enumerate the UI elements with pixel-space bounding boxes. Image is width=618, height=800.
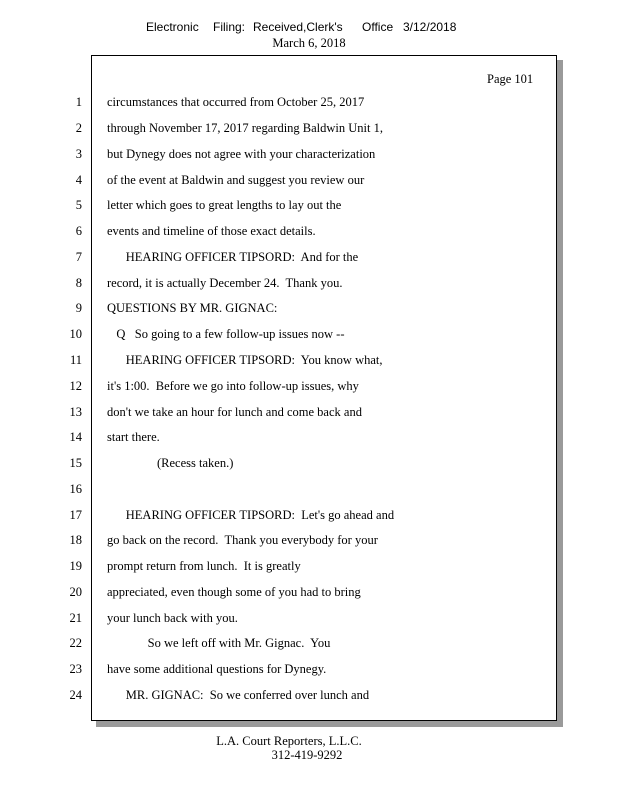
line-number: 12 xyxy=(69,379,82,393)
line-number: 21 xyxy=(69,611,82,625)
line-number: 10 xyxy=(69,327,82,341)
line-text: go back on the record. Thank you everybody for your xyxy=(107,533,378,547)
line-text: letter which goes to great lengths to lay out the xyxy=(107,198,342,212)
line-text: MR. GIGNAC: So we conferred over lunch and xyxy=(107,688,370,702)
line-number: 9 xyxy=(75,301,82,315)
footer-phone: 312-419-9292 xyxy=(271,748,343,762)
line-number: 6 xyxy=(75,224,82,238)
line-text: prompt return from lunch. It is greatly xyxy=(107,559,301,573)
line-text: have some additional questions for Dynegy. xyxy=(107,662,327,676)
line-text: but Dynegy does not agree with your characterization xyxy=(107,147,376,161)
line-number: 11 xyxy=(69,353,82,367)
line-number: 14 xyxy=(69,430,82,444)
stamp-electronic: Electronic xyxy=(146,20,199,34)
line-number: 24 xyxy=(69,688,82,702)
line-number: 15 xyxy=(69,456,82,470)
page-number: Page 101 xyxy=(487,72,534,86)
line-text: start there. xyxy=(107,430,160,444)
line-number: 8 xyxy=(75,276,82,290)
line-text: appreciated, even though some of you had to bring xyxy=(107,585,361,599)
line-number: 17 xyxy=(69,508,82,522)
line-number: 18 xyxy=(69,533,82,547)
line-number: 13 xyxy=(69,405,82,419)
stamp-date: 3/12/2018 xyxy=(403,20,457,34)
line-number: 5 xyxy=(75,198,82,212)
line-number: 7 xyxy=(75,250,82,264)
line-text: So we left off with Mr. Gignac. You xyxy=(107,636,331,650)
line-number: 16 xyxy=(69,482,82,496)
line-text: QUESTIONS BY MR. GIGNAC: xyxy=(107,301,278,315)
line-text: (Recess taken.) xyxy=(107,456,234,470)
line-text: HEARING OFFICER TIPSORD: You know what, xyxy=(107,353,383,367)
line-text: HEARING OFFICER TIPSORD: And for the xyxy=(107,250,359,264)
line-text: it's 1:00. Before we go into follow-up issues, why xyxy=(107,379,359,393)
stamp-filing: Filing: xyxy=(213,20,246,34)
line-number: 3 xyxy=(75,147,82,161)
line-number: 19 xyxy=(69,559,82,573)
filed-date: March 6, 2018 xyxy=(272,36,346,50)
line-number: 23 xyxy=(69,662,82,676)
line-text: HEARING OFFICER TIPSORD: Let's go ahead and xyxy=(107,508,395,522)
stamp-received: Received,Clerk's xyxy=(253,20,343,34)
line-number: 2 xyxy=(75,121,82,135)
line-text: your lunch back with you. xyxy=(107,611,238,625)
line-text: don't we take an hour for lunch and come back and xyxy=(107,405,362,419)
stamp-office: Office xyxy=(362,20,394,34)
line-number: 4 xyxy=(75,173,82,187)
line-text: record, it is actually December 24. Thank you. xyxy=(107,276,343,290)
line-text: events and timeline of those exact details. xyxy=(107,224,316,238)
line-text: Q So going to a few follow-up issues now -- xyxy=(107,327,345,341)
line-number: 20 xyxy=(69,585,82,599)
line-text: of the event at Baldwin and suggest you review our xyxy=(107,173,365,187)
line-text: through November 17, 2017 regarding Baldwin Unit 1, xyxy=(107,121,383,135)
line-number: 22 xyxy=(69,636,82,650)
line-number: 1 xyxy=(75,95,82,109)
line-text: circumstances that occurred from October 25, 2017 xyxy=(107,95,365,109)
footer-reporter-name: L.A. Court Reporters, L.L.C. xyxy=(216,734,362,748)
